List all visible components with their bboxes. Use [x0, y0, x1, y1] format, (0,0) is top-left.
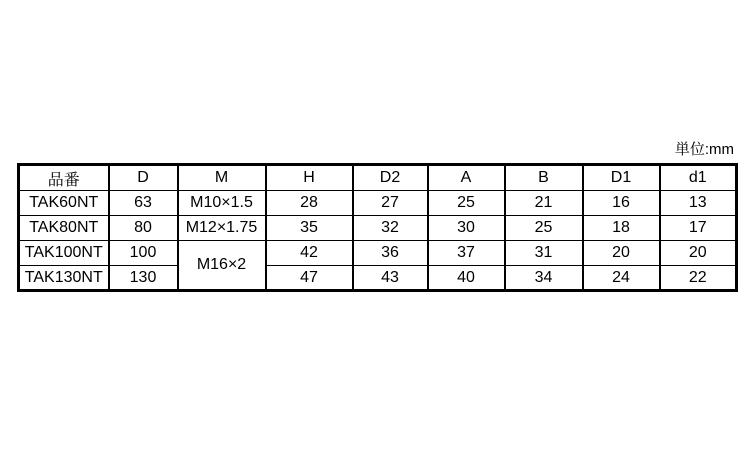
- col-header-d: D: [109, 165, 178, 191]
- spec-table: [17, 163, 738, 292]
- table-cell: 24: [583, 266, 660, 291]
- col-header-d2: D2: [353, 165, 428, 191]
- table-cell: M10×1.5: [178, 191, 266, 216]
- table-cell: 28: [266, 191, 353, 216]
- table-cell: M12×1.75: [178, 216, 266, 241]
- table-row: [19, 191, 737, 216]
- table-cell: 35: [266, 216, 353, 241]
- table-cell: 25: [428, 191, 505, 216]
- table-cell: 43: [353, 266, 428, 291]
- cell-part-number: TAK100NT: [19, 241, 109, 266]
- col-header-a: A: [428, 165, 505, 191]
- cell-part-number: TAK80NT: [19, 216, 109, 241]
- table-cell: 31: [505, 241, 583, 266]
- spec-table-block: [17, 140, 735, 292]
- col-header-m: M: [178, 165, 266, 191]
- table-cell: 34: [505, 266, 583, 291]
- cell-part-number: TAK130NT: [19, 266, 109, 291]
- table-cell: 20: [583, 241, 660, 266]
- unit-label: 単位:mm: [674, 141, 734, 158]
- col-header-b: B: [505, 165, 583, 191]
- col-header-d1: D1: [583, 165, 660, 191]
- table-cell-merged: M16×2: [178, 241, 266, 291]
- table-cell: 40: [428, 266, 505, 291]
- table-row: [19, 216, 737, 241]
- table-cell: 80: [109, 216, 178, 241]
- table-cell: 47: [266, 266, 353, 291]
- table-cell: 100: [109, 241, 178, 266]
- table-cell: 18: [583, 216, 660, 241]
- cell-part-number: TAK60NT: [19, 191, 109, 216]
- table-cell: 25: [505, 216, 583, 241]
- table-cell: 130: [109, 266, 178, 291]
- table-row: [19, 241, 737, 266]
- table-cell: 16: [583, 191, 660, 216]
- col-header-h: H: [266, 165, 353, 191]
- table-cell: 37: [428, 241, 505, 266]
- col-header-d1-lower: d1: [660, 165, 737, 191]
- header-row: [19, 165, 737, 191]
- table-cell: 63: [109, 191, 178, 216]
- table-cell: 32: [353, 216, 428, 241]
- table-cell: 22: [660, 266, 737, 291]
- table-cell: 42: [266, 241, 353, 266]
- table-cell: 20: [660, 241, 737, 266]
- table-cell: 21: [505, 191, 583, 216]
- table-cell: 27: [353, 191, 428, 216]
- table-cell: 13: [660, 191, 737, 216]
- col-header-part-number: 品番: [19, 165, 109, 191]
- table-cell: 17: [660, 216, 737, 241]
- table-cell: 30: [428, 216, 505, 241]
- table-row: [19, 266, 737, 291]
- table-cell: 36: [353, 241, 428, 266]
